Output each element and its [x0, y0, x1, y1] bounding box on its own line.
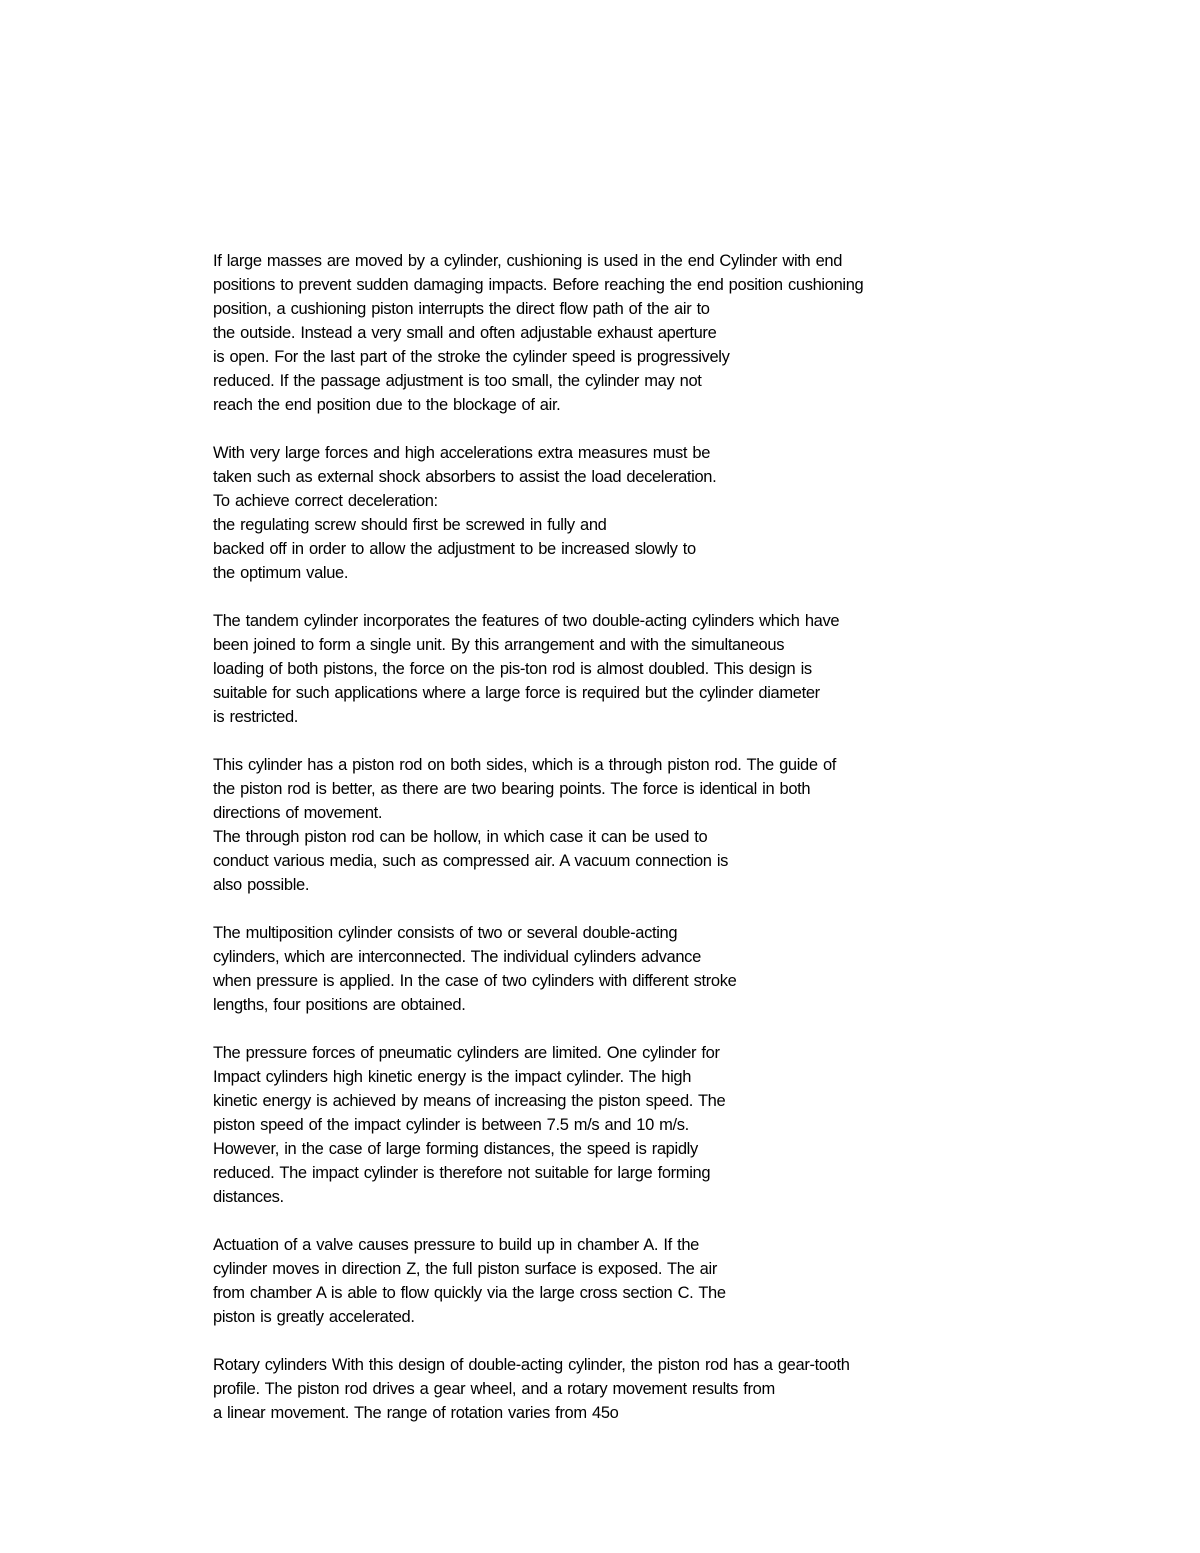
- paragraph: [213, 1041, 1113, 1209]
- paragraph: [213, 1233, 1113, 1329]
- text-line: If large masses are moved by a cylinder, cushioning is used in the end Cylinder with end: [213, 252, 843, 270]
- text-line: The multiposition cylinder consists of two or several double-acting: [213, 924, 678, 942]
- text-line: the piston rod is better, as there are two bearing points. The force is identical in both: [213, 780, 811, 798]
- text-line: backed off in order to allow the adjustment to be increased slowly to: [213, 540, 696, 558]
- text-line: Impact cylinders high kinetic energy is the impact cylinder. The high: [213, 1068, 692, 1086]
- text-line: a linear movement. The range of rotation varies from 45o: [213, 1404, 619, 1422]
- text-line: suitable for such applications where a large force is required but the cylinder diameter: [213, 684, 820, 702]
- text-line: when pressure is applied. In the case of two cylinders with different stroke: [213, 972, 737, 990]
- text-line: profile. The piston rod drives a gear wheel, and a rotary movement results from: [213, 1380, 775, 1398]
- text-line: However, in the case of large forming distances, the speed is rapidly: [213, 1140, 698, 1158]
- text-line: is open. For the last part of the stroke the cylinder speed is progressively: [213, 348, 730, 366]
- text-line: positions to prevent sudden damaging impacts. Before reaching the end position cushioning: [213, 276, 864, 294]
- text-line: also possible.: [213, 876, 310, 894]
- text-line: position, a cushioning piston interrupts the direct flow path of the air to: [213, 300, 710, 318]
- text-line: distances.: [213, 1188, 284, 1206]
- text-line: loading of both pistons, the force on the pis-ton rod is almost doubled. This design is: [213, 660, 812, 678]
- paragraph: [213, 921, 1113, 1017]
- text-line: the outside. Instead a very small and often adjustable exhaust aperture: [213, 324, 717, 342]
- text-line: conduct various media, such as compressed air. A vacuum connection is: [213, 852, 729, 870]
- text-line: This cylinder has a piston rod on both sides, which is a through piston rod. The guide of: [213, 756, 837, 774]
- text-line: cylinders, which are interconnected. The individual cylinders advance: [213, 948, 701, 966]
- text-line: To achieve correct deceleration:: [213, 492, 438, 510]
- text-line: piston speed of the impact cylinder is between 7.5 m/s and 10 m/s.: [213, 1116, 689, 1134]
- text-line: The tandem cylinder incorporates the features of two double-acting cylinders which have: [213, 612, 840, 630]
- paragraph: [213, 441, 1113, 585]
- text-line: is restricted.: [213, 708, 299, 726]
- text-line: lengths, four positions are obtained.: [213, 996, 466, 1014]
- paragraph: [213, 609, 1113, 729]
- text-line: from chamber A is able to flow quickly via the large cross section C. The: [213, 1284, 726, 1302]
- text-line: Actuation of a valve causes pressure to build up in chamber A. If the: [213, 1236, 699, 1254]
- paragraph: [213, 1353, 1113, 1425]
- paragraph: [213, 753, 1113, 897]
- text-line: reach the end position due to the blockage of air.: [213, 396, 561, 414]
- text-line: reduced. The impact cylinder is therefore not suitable for large forming: [213, 1164, 711, 1182]
- text-line: kinetic energy is achieved by means of increasing the piston speed. The: [213, 1092, 726, 1110]
- text-line: the optimum value.: [213, 564, 349, 582]
- paragraph: [213, 249, 1113, 417]
- text-line: directions of movement.: [213, 804, 383, 822]
- document-body: [213, 249, 1113, 1449]
- text-line: The through piston rod can be hollow, in which case it can be used to: [213, 828, 708, 846]
- text-line: reduced. If the passage adjustment is too small, the cylinder may not: [213, 372, 702, 390]
- text-line: the regulating screw should first be screwed in fully and: [213, 516, 607, 534]
- text-line: been joined to form a single unit. By this arrangement and with the simultaneous: [213, 636, 785, 654]
- text-line: piston is greatly accelerated.: [213, 1308, 415, 1326]
- text-line: With very large forces and high accelerations extra measures must be: [213, 444, 711, 462]
- text-line: The pressure forces of pneumatic cylinders are limited. One cylinder for: [213, 1044, 720, 1062]
- text-line: Rotary cylinders With this design of double-acting cylinder, the piston rod has a gear-tooth: [213, 1356, 850, 1374]
- text-line: cylinder moves in direction Z, the full piston surface is exposed. The air: [213, 1260, 717, 1278]
- text-line: taken such as external shock absorbers to assist the load deceleration.: [213, 468, 717, 486]
